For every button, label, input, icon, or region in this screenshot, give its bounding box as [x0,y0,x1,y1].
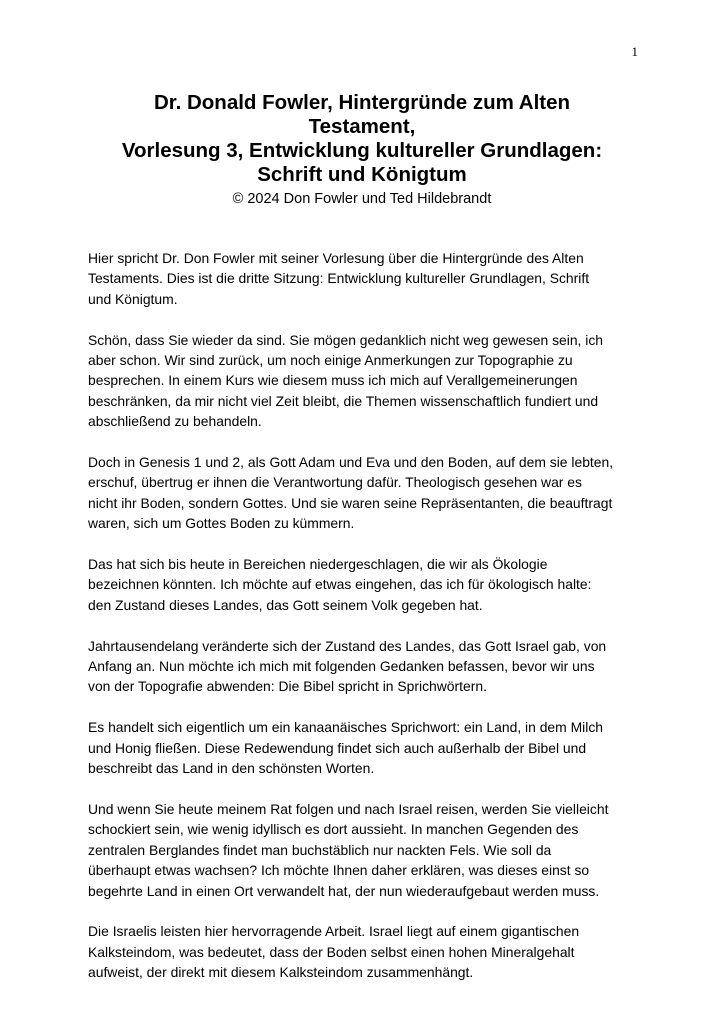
text-line: beschreibt das Land in den schönsten Worten. [88,760,375,777]
text-line: beschränken, da mir nicht viel Zeit bleibt, die Themen wissenschaftlich fundiert und [88,392,599,409]
title-block [88,91,636,209]
title-line-2: Testament, [308,115,416,138]
text-line: Testaments. Dies ist die dritte Sitzung: Entwicklung kultureller Grundlagen, Schrift [88,270,590,287]
copyright-notice: © 2024 Don Fowler und Ted Hildebrandt [232,191,492,207]
text-line: zentralen Berglandes findet man buchstäblich nur nackten Fels. Wie soll da [88,841,552,858]
paragraph-6 [88,717,648,778]
paragraph-5 [88,636,648,697]
text-line: besprechen. In einem Kurs wie diesem muss ich mich auf Verallgemeinerungen [88,372,578,389]
text-line: von der Topografie abwenden: Die Bibel spricht in Sprichwörtern. [88,678,487,695]
title-line-4: Schrift und Königtum [257,163,467,186]
paragraph-7 [88,799,648,901]
title-line-3: Vorlesung 3, Entwicklung kultureller Grundlagen: [121,139,603,162]
text-line: aber schon. Wir sind zurück, um noch einige Anmerkungen zur Topographie zu [88,352,573,369]
text-line: Die Israelis leisten hier hervorragende Arbeit. Israel liegt auf einem gigantischen [88,923,580,940]
text-line: waren, sich um Gottes Boden zu kümmern. [88,515,355,532]
text-line: Und wenn Sie heute meinem Rat folgen und nach Israel reisen, werden Sie vielleicht [88,800,609,817]
text-line: Jahrtausendelang veränderte sich der Zustand des Landes, das Gott Israel gab, von [88,637,607,654]
body-text [88,248,648,1003]
text-line: Doch in Genesis 1 und 2, als Gott Adam und Eva und den Boden, auf dem sie lebten, [88,454,614,471]
text-line: den Zustand dieses Landes, das Gott seinem Volk gegeben hat. [88,596,483,613]
title-line-1: Dr. Donald Fowler, Hintergründe zum Alten [153,91,571,114]
text-line: Kalksteindom, was bedeutet, dass der Boden selbst einen hohen Mineralgehalt [88,943,575,960]
text-line: bezeichnen könnten. Ich möchte auf etwas eingehen, das ich für ökologisch halte: [88,576,592,593]
text-line: überhaupt etwas wachsen? Ich möchte Ihnen daher erklären, was dieses einst so [88,862,590,879]
paragraph-8 [88,921,648,982]
text-line: Es handelt sich eigentlich um ein kanaanäisches Sprichwort: ein Land, in dem Milch [88,719,604,736]
text-line: erschuf, übertrug er ihnen die Verantwortung dafür. Theologisch gesehen war es [88,474,582,491]
text-line: begehrte Land in einen Ort verwandelt hat, der nun wiederaufgebaut werden muss. [88,882,600,899]
text-line: Das hat sich bis heute in Bereichen niedergeschlagen, die wir als Ökologie [88,556,548,573]
paragraph-2 [88,330,648,432]
text-line: und Königtum. [88,290,178,307]
text-line: Anfang an. Nun möchte ich mich mit folgenden Gedanken befassen, bevor wir uns [88,658,595,675]
text-line: schockiert sein, wie wenig idyllisch es dort aussieht. In manchen Gegenden des [88,821,579,838]
paragraph-1 [88,248,648,309]
text-line: nicht ihr Boden, sondern Gottes. Und sie waren seine Repräsentanten, die beauftragt [88,494,613,511]
text-line: abschließend zu behandeln. [88,413,262,430]
text-line: aufweist, der direkt mit diesem Kalksteindom zusammenhängt. [88,964,474,981]
text-line: Schön, dass Sie wieder da sind. Sie mögen gedanklich nicht weg gewesen sein, ich [88,331,604,348]
text-line: Hier spricht Dr. Don Fowler mit seiner Vorlesung über die Hintergründe des Alten [88,250,584,266]
page-number: 1 [631,44,638,59]
text-line: und Honig fließen. Diese Redewendung findet sich auch außerhalb der Bibel und [88,739,587,756]
paragraph-4 [88,554,648,615]
paragraph-3 [88,452,648,534]
